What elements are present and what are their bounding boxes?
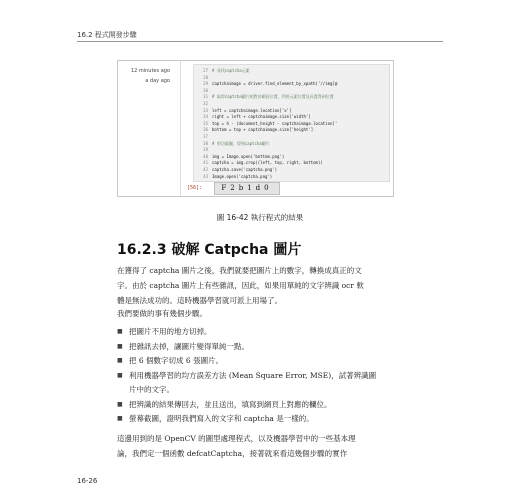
running-header: 16.2 程式開發步驟 <box>77 31 137 39</box>
code-line: img = Image.open('bottom.png') <box>212 153 285 159</box>
output-prompt: [56]: <box>187 185 203 191</box>
paragraph-2: 我們要做的事有幾個步驟。 <box>117 309 207 318</box>
list-item: ■ 把辨識的結果傳回去，並且送出，填寫到網頁上對應的欄位。 <box>117 398 407 413</box>
list-item-continuation: 片中的文字。 <box>129 385 174 394</box>
line-number: 29 <box>203 81 208 87</box>
figure-caption: 圖 16-42 執行程式的結果 <box>216 213 304 222</box>
line-number: 31 <box>203 94 208 100</box>
line-number: 37 <box>203 134 208 139</box>
code-line: # 尋找captcha元素 <box>212 68 250 73</box>
timestamp-1: 12 minutes ago <box>130 68 170 74</box>
list-item: ■ 把 6 個數字切成 6 張圖片。 <box>117 354 407 369</box>
code-line: captcha.save('captcha.png') <box>212 167 278 172</box>
code-line: # 剪切截圖，得到captcha圖片 <box>212 140 270 146</box>
line-number: 35 <box>203 120 208 126</box>
paragraph-line: 在獲得了 captcha 圖片之後，我們就要把圖片上的數字，轉換成真正的文 <box>117 266 362 275</box>
line-number: 41 <box>203 160 208 166</box>
paragraph-line: 論，我們定一個函數 defcatCaptcha，接著就來看這幾個步驟的實作 <box>117 449 348 458</box>
list-item: ■ 把雜訊去掉，讓圖片變得單純一點。 <box>117 340 407 355</box>
code-line: # 取得captcha圖片相對於網頁位置，利用元素位置及長寬得到位置 <box>212 94 334 100</box>
captcha-image: F2b1d0 <box>214 182 280 195</box>
section-title: 16.2.3 破解 Catpcha 圖片 <box>117 242 302 258</box>
line-number: 38 <box>203 140 208 146</box>
code-line: Image.open('captcha.png') <box>212 173 273 179</box>
header-rule <box>77 41 443 42</box>
paragraph-3 <box>117 431 407 461</box>
line-number: 27 <box>203 68 208 73</box>
code-line: captchaimage = driver.find_element_by_xpath('//img[@ <box>212 81 338 87</box>
code-line: top = h - (document_height - captchaimage.location[' <box>212 120 338 126</box>
line-number: 34 <box>203 114 208 120</box>
paragraph-1 <box>117 263 407 308</box>
list-item: ■ 利用機器學習的均方誤差方法 (Mean Square Error, MSE)，試著辨識圖 <box>117 369 407 384</box>
timestamp-2: a day ago <box>145 78 170 84</box>
line-number: 30 <box>203 87 208 93</box>
notebook-screenshot-figure <box>117 60 394 197</box>
code-line: bottom = top + captchaimage.size['height'] <box>212 127 314 133</box>
line-number: 40 <box>203 153 208 159</box>
line-number: 36 <box>203 127 208 133</box>
paragraph-line: 這邊用到的是 OpenCV 的圖型處理程式，以及機器學習中的一些基本理 <box>117 434 356 443</box>
list-item: ■ 把圖片不用的地方切掉。 <box>117 325 407 340</box>
line-number: 33 <box>203 107 208 113</box>
line-number: 39 <box>203 147 208 153</box>
step-list <box>117 325 407 427</box>
line-number: 32 <box>203 101 208 106</box>
page-number: 16-26 <box>77 477 98 485</box>
line-number: 42 <box>203 167 208 172</box>
code-line: left = captchaimage.location['x'] <box>212 107 292 113</box>
line-number: 28 <box>203 74 208 80</box>
timestamp-column <box>118 61 181 196</box>
code-cell <box>193 64 390 182</box>
list-item: ■ 螢幕截圖，證明我們寫入的文字和 captcha 是一樣的。 <box>117 412 407 427</box>
code-line: right = left + captchaimage.size['width'] <box>212 114 311 120</box>
code-line: captcha = img.crop((left, top, right, bottom)) <box>212 160 323 166</box>
line-number: 43 <box>203 173 208 179</box>
paragraph-line: 字。由於 captcha 圖片上有些雜訊，因此，如果用單純的文字辨識 ocr 軟 <box>117 281 364 290</box>
paragraph-line: 體是無法成功的。這時機器學習就可派上用場了。 <box>117 296 282 305</box>
